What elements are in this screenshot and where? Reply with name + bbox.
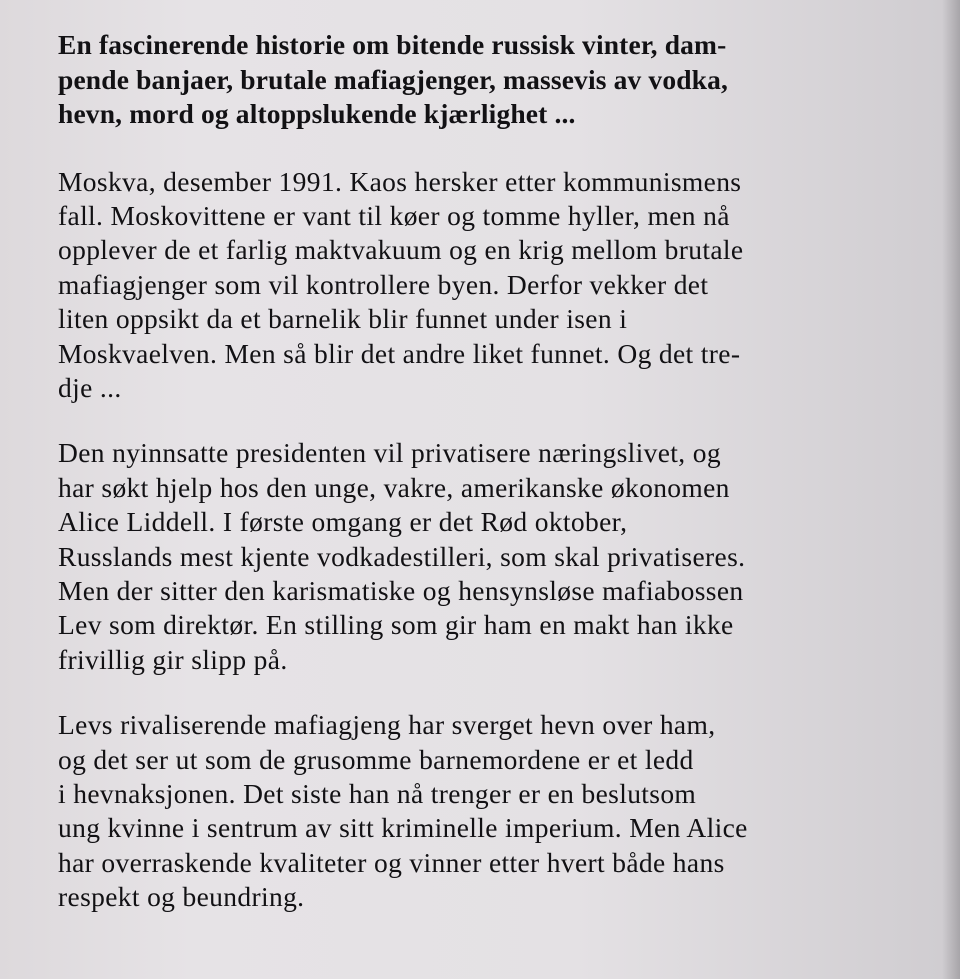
- text-line: har søkt hjelp hos den unge, vakre, amerikanske økonomen: [58, 471, 730, 503]
- intro-tagline: [58, 28, 918, 132]
- text-line: Lev som direktør. En stilling som gir ham en makt han ikke: [58, 609, 734, 641]
- text-line: Russlands mest kjente vodkadestilleri, som skal privatiseres.: [58, 540, 746, 572]
- text-line: respekt og beundring.: [58, 881, 305, 913]
- intro-line: hevn, mord og altoppslukende kjærlighet ...: [58, 98, 576, 129]
- text-line: Moskva, desember 1991. Kaos hersker etter kommunismens: [58, 165, 742, 197]
- text-line: Moskvaelven. Men så blir det andre liket funnet. Og det tre-: [58, 337, 741, 369]
- text-line: liten oppsikt da et barnelik blir funnet under isen i: [58, 303, 628, 335]
- text-line: ung kvinne i sentrum av sitt kriminelle imperium. Men Alice: [58, 812, 748, 844]
- text-line: har overraskende kvaliteter og vinner etter hvert både hans: [58, 846, 725, 878]
- intro-line: pende banjaer, brutale mafiagjenger, massevis av vodka,: [58, 63, 729, 95]
- text-line: dje ...: [58, 371, 122, 403]
- text-line: Den nyinnsatte presidenten vil privatisere næringslivet, og: [58, 437, 721, 469]
- text-line: Alice Liddell. I første omgang er det Rød oktober,: [58, 506, 628, 538]
- text-line: opplever de et farlig maktvakuum og en krig mellom brutale: [58, 234, 744, 266]
- text-line: og det ser ut som de grusomme barnemordene er et ledd: [58, 743, 694, 775]
- text-line: Levs rivaliserende mafiagjeng har sverget hevn over ham,: [58, 709, 716, 741]
- intro-line: En fascinerende historie om bitende russisk vinter, dam-: [58, 29, 727, 60]
- paragraph-setting: [58, 165, 918, 406]
- paragraph-president: [58, 436, 918, 677]
- text-line: fall. Moskovittene er vant til køer og tomme hyller, men nå: [58, 199, 730, 231]
- text-line: mafiagjenger som vil kontrollere byen. Derfor vekker det: [58, 268, 709, 300]
- paragraph-rivals: [58, 708, 918, 914]
- text-line: Men der sitter den karismatiske og hensynsløse mafiabossen: [58, 574, 744, 606]
- blurb-text: [58, 28, 918, 946]
- text-line: frivillig gir slipp på.: [58, 643, 288, 675]
- text-line: i hevnaksjonen. Det siste han nå trenger er en beslutsom: [58, 778, 697, 809]
